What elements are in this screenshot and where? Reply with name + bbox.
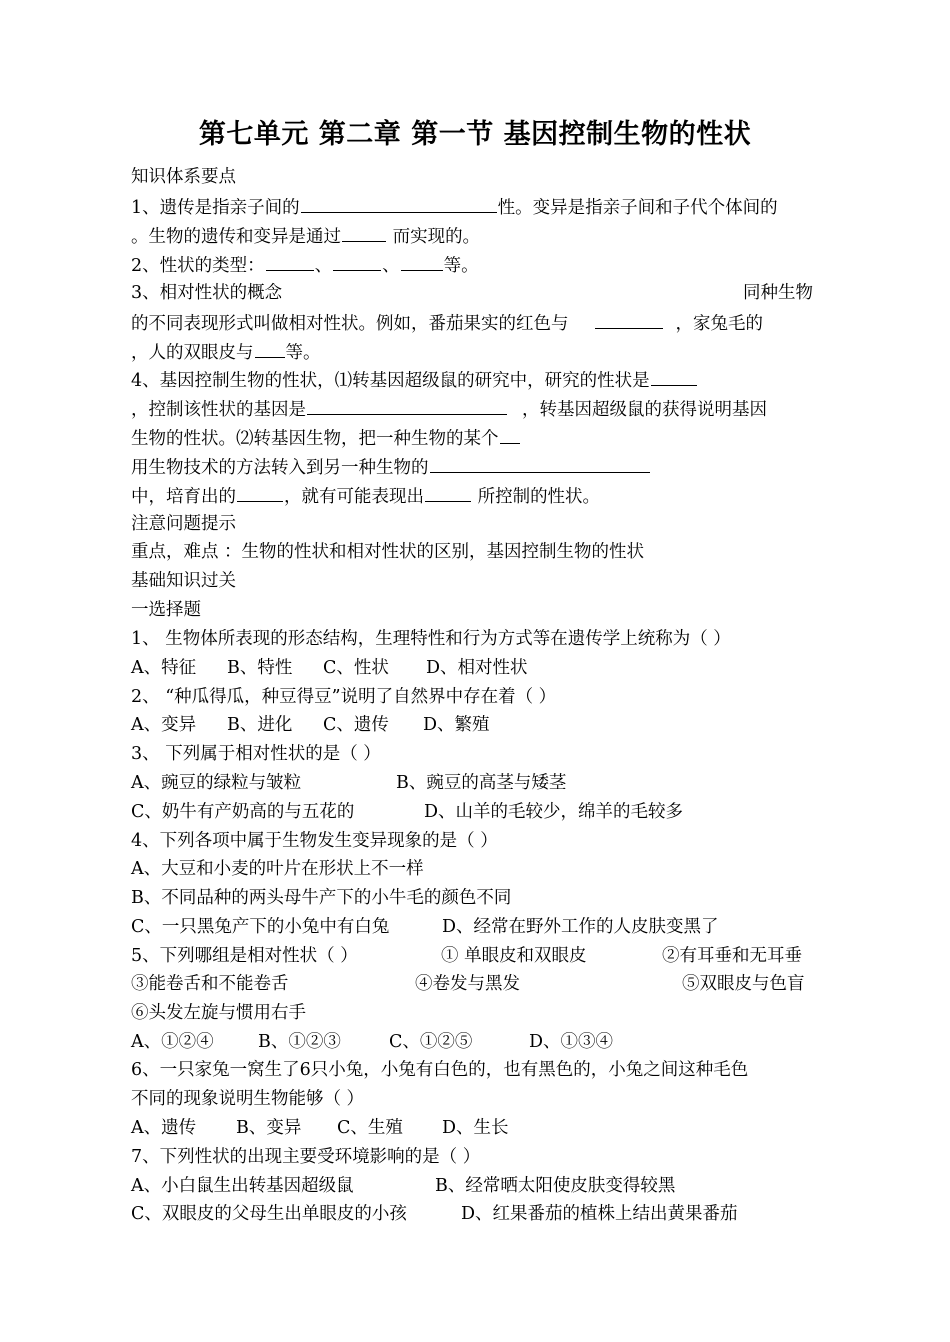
fill-blank [266, 253, 314, 271]
key-points: 重点，难点 ：生物的性状和相对性状的区别，基因控制生物的性状 [131, 542, 645, 562]
text: 等。 [443, 256, 479, 276]
knowledge-line-1 [131, 195, 778, 219]
q5-item-2: ②有耳垂和无耳垂 [662, 946, 802, 966]
text: ，家兔毛的 [675, 314, 763, 334]
q5-option-a: A、①②④ [131, 1032, 214, 1052]
text: ，就有可能表现出 [284, 487, 424, 507]
section-heading: 一选择题 [131, 600, 201, 620]
question-1: 1、 生物体所表现的形态结构，生理特性和行为方式等在遗传学上统称为（ ） [131, 629, 731, 649]
knowledge-line-5 [131, 311, 763, 335]
question-7: 7、下列性状的出现主要受环境影响的是（ ） [131, 1147, 481, 1167]
text: 、 [314, 256, 333, 276]
q7-option-d: D、红果番茄的植株上结出黄果番茄 [461, 1204, 738, 1224]
knowledge-line-8 [131, 397, 767, 421]
knowledge-line-4a: 3、相对性状的概念 [131, 283, 283, 303]
q1-option-b: B、特性 [227, 658, 293, 678]
knowledge-line-4b: 同种生物 [743, 283, 813, 303]
knowledge-line-2 [131, 224, 480, 248]
knowledge-line-7 [131, 368, 698, 392]
q5-item-6: ⑥头发左旋与惯用右手 [131, 1003, 306, 1023]
fill-blank [425, 484, 471, 502]
q5-option-d: D、①③④ [529, 1032, 614, 1052]
question-3: 3、 下列属于相对性状的是（ ） [131, 744, 381, 764]
question-6-line-1: 6、一只家兔一窝生了6只小兔，小兔有白色的，也有黑色的，小兔之间这种毛色 [131, 1060, 749, 1080]
text: 1、遗传是指亲子间的 [131, 198, 300, 218]
knowledge-heading: 知识体系要点 [131, 167, 236, 187]
q2-option-a: A、变异 [131, 715, 197, 735]
q3-option-c: C、奶牛有产奶高的与五花的 [131, 802, 355, 822]
question-2: 2、 “种瓜得瓜，种豆得豆”说明了自然界中存在着（ ） [131, 687, 557, 707]
text: ，控制该性状的基因是 [131, 400, 306, 420]
text: 中，培育出的 [131, 487, 236, 507]
q2-option-d: D、繁殖 [423, 715, 490, 735]
text: 生物的性状。⑵转基因生物，把一种生物的某个 [131, 429, 499, 449]
knowledge-line-11 [131, 484, 600, 508]
q7-option-b: B、经常晒太阳使皮肤变得较黑 [435, 1176, 676, 1196]
fill-blank [651, 368, 697, 386]
basic-knowledge-heading: 基础知识过关 [131, 571, 236, 591]
knowledge-line-10 [131, 455, 651, 479]
question-6-line-2: 不同的现象说明生物能够（ ） [131, 1089, 365, 1109]
q4-option-a: A、大豆和小麦的叶片在形状上不一样 [131, 859, 424, 879]
q6-option-d: D、生长 [442, 1118, 509, 1138]
text: 所控制的性状。 [472, 487, 601, 507]
q4-option-c: C、一只黑兔产下的小兔中有白兔 [131, 917, 390, 937]
fill-blank [333, 253, 381, 271]
q3-option-d: D、山羊的毛较少，绵羊的毛较多 [424, 802, 684, 822]
q4-option-b: B、不同品种的两头母牛产下的小牛毛的颜色不同 [131, 888, 512, 908]
fill-blank [430, 455, 650, 473]
q5-item-5: ⑤双眼皮与色盲 [682, 974, 805, 994]
text: 性。变异是指亲子间和子代个体间的 [497, 198, 778, 218]
text: 、 [382, 256, 400, 276]
text: 用生物技术的方法转入到另一种生物的 [131, 458, 429, 478]
q3-option-a: A、豌豆的绿粒与皱粒 [131, 773, 302, 793]
q3-option-b: B、豌豆的高茎与矮茎 [396, 773, 567, 793]
knowledge-line-9 [131, 426, 521, 450]
page-title: 第七单元 第二章 第一节 基因控制生物的性状 [198, 119, 752, 150]
fill-blank [301, 195, 497, 213]
fill-blank [255, 340, 285, 358]
q1-option-d: D、相对性状 [426, 658, 528, 678]
q5-option-c: C、①②⑤ [389, 1032, 473, 1052]
q5-item-1: ① 单眼皮和双眼皮 [441, 946, 587, 966]
fill-blank [500, 426, 520, 444]
fill-blank [401, 253, 443, 271]
knowledge-line-6 [131, 340, 321, 364]
text: 。生物的遗传和变异是通过 [131, 227, 341, 247]
notes-heading: 注意问题提示 [131, 514, 236, 534]
q1-option-a: A、特征 [131, 658, 197, 678]
q5-item-4: ④卷发与黑发 [415, 974, 520, 994]
q5-option-b: B、①②③ [258, 1032, 341, 1052]
q6-option-b: B、变异 [236, 1118, 302, 1138]
question-4: 4、下列各项中属于生物发生变异现象的是（ ） [131, 831, 498, 851]
text: 4、基因控制生物的性状，⑴转基因超级鼠的研究中，研究的性状是 [131, 371, 650, 391]
q7-option-c: C、双眼皮的父母生出单眼皮的小孩 [131, 1204, 407, 1224]
q5-item-3: ③能卷舌和不能卷舌 [131, 974, 289, 994]
text: 等。 [285, 343, 321, 363]
q7-option-a: A、小白鼠生出转基因超级鼠 [131, 1176, 354, 1196]
question-5: 5、下列哪组是相对性状（ ） [131, 946, 358, 966]
text: 而实现的。 [387, 227, 481, 247]
fill-blank [342, 224, 386, 242]
q4-option-d: D、经常在野外工作的人皮肤变黑了 [442, 917, 719, 937]
q6-option-c: C、生殖 [337, 1118, 403, 1138]
fill-blank [237, 484, 283, 502]
fill-blank [595, 311, 663, 329]
text: 的不同表现形式叫做相对性状。例如，番茄果实的红色与 [131, 314, 569, 334]
fill-blank [307, 397, 507, 415]
text: ，转基因超级鼠的获得说明基因 [522, 400, 767, 420]
q1-option-c: C、性状 [323, 658, 389, 678]
q2-option-c: C、遗传 [323, 715, 389, 735]
knowledge-line-3 [131, 253, 479, 277]
text: ，人的双眼皮与 [131, 343, 254, 363]
text: 2、性状的类型： [131, 256, 265, 276]
q2-option-b: B、进化 [227, 715, 293, 735]
q6-option-a: A、遗传 [131, 1118, 197, 1138]
